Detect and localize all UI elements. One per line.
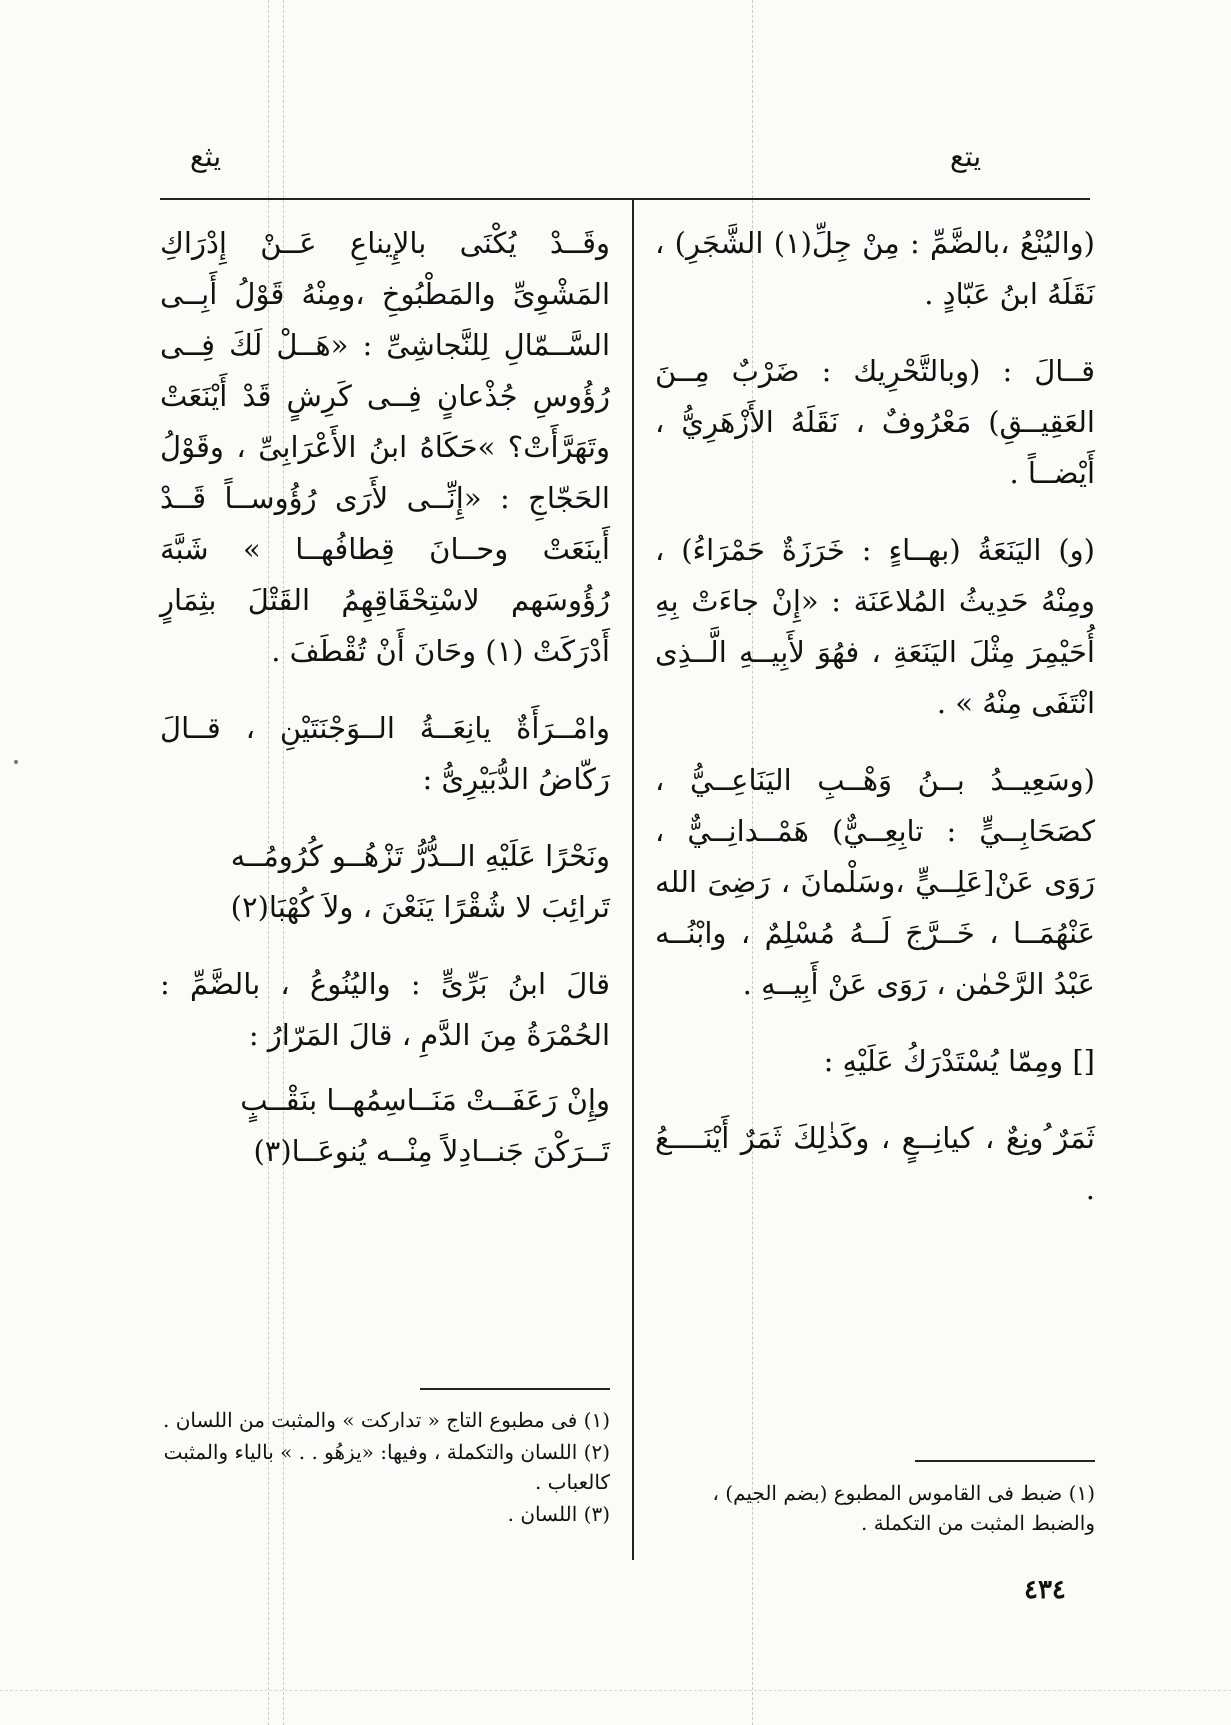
scan-guide-line [0, 1690, 1231, 1691]
running-head-left: يثع [190, 140, 222, 173]
running-head-right: يتع [950, 140, 982, 173]
right-column [655, 218, 1095, 1241]
left-footnotes [160, 1405, 610, 1531]
entry-paragraph: ثَمَرٌ ُونِعٌ ، كيانِــعٍ ، وكَذٰلِكَ ثَمَرٌ أَيْنَــــعُ . [655, 1121, 1095, 1206]
entry-paragraph: وقَــدْ يُكْنَى بالإِيناعِ عَــنْ إِدْرَاكِ المَشْوِىِّ والمَطْبُوخِ ،ومِنْهُ قَوْلُ أَبِــى السَّــمّالِ لِلنَّجاشِىِّ : «هَــلْ لَكَ فِــى رُؤُوسِ جُذْعانٍ فِــى كَرِشٍ قَدْ أَيْنَعَتْ وتَهَرَّأَتْ؟ »حَكَاهُ ابنُ الأَعْرَابِىِّ ، وقَوْلُ الحَجّاجِ : «إِنِّــى لأَرَى رُؤُوســاً قَــدْ أَينَعَتْ وحــانَ قِطافُهــا » شَبَّهَ رُؤُوسَهم لاسْتِحْقَاقِهِمُ القَتْلَ بثِمَارٍ أَدْرَكَتْ (١) وحَانَ أَنْ تُقْطَفَ . [160, 226, 610, 668]
entry-paragraph: قالَ ابنُ بَرِّىٍّ : واليُنُوعُ ، بالضَّمِّ : الحُمْرَةُ مِنَ الدَّمِ ، قالَ المَرّارُ : [160, 967, 610, 1052]
footnote: (٣) اللسان . [507, 1502, 610, 1526]
verse-line: تَرائِبَ لا شُقْرًا يَنَعْنَ ، ولاَ كُهْبَا(٢) [230, 890, 610, 924]
verse-line: تَــرَكْنَ جَنــادِلاً مِنْــه يُنوعَــا(٣) [253, 1134, 610, 1168]
right-footnotes [655, 1478, 1095, 1540]
footnote: (١) فى مطبوع التاج « تداركت » والمثبت من اللسان . [163, 1408, 610, 1432]
entry-paragraph: [] ومِمّا يُسْتَدْرَكُ عَلَيْهِ : [823, 1044, 1095, 1078]
page-number: ٤٣٤ [1024, 1575, 1066, 1605]
header-rule [160, 198, 1090, 200]
entry-paragraph: (واليُنْعُ ،بالضَّمِّ : مِنْ جِلِّ(١) الشَّجَرِ) ، نَقَلَهُ ابنُ عَبّادٍ . [655, 226, 1095, 311]
entry-paragraph: وامْــرَأَةٌ يانِعَــةُ الــوَجْنَتَيْنِ ، قــالَ رَكّاضُ الدُّبَيْرِىُّ : [160, 711, 610, 796]
column-separator [632, 200, 634, 1560]
footnote-rule [915, 1460, 1095, 1462]
verse-line: ونَحْرًا عَلَيْهِ الــدُّرُّ تَزْهُــو كُرُومُــه [230, 839, 610, 873]
left-column [160, 218, 610, 1177]
footnote: (٢) اللسان والتكملة ، وفيها: «يزهُو . . » بالياء والمثبت كالعباب . [163, 1440, 610, 1494]
verse-line: وإِنْ رَعَفَــتْ مَنَــاسِمُهــا بنَقْــبٍ [240, 1083, 610, 1117]
footnote: (١) ضبط فى القاموس المطبوع (بضم الجيم) ، والضبط المثبت من التكملة . [712, 1481, 1095, 1535]
scan-speck [14, 760, 18, 764]
footnote-rule [420, 1388, 610, 1390]
entry-paragraph: (وسَعِيــدُ بــنُ وَهْــبِ اليَنَاعِــيُّ ، كصَحَابِــيٍّ : تابِعِــيٌّ) هَمْــدانِــيٌّ ، رَوَى عَنْ[عَلِــيٍّ ،وسَلْمانَ ، رَضِىَ الله عَنْهُمَــا ، خَــرَّجَ لَــهُ مُسْلِمٌ ، وابْنُــه عَبْدُ الرَّحْمٰن ، رَوَى عَنْ أَبِيــهِ . [655, 763, 1095, 1001]
entry-paragraph: (و) اليَنَعَةُ (بهــاءٍ : خَرَزَةٌ حَمْرَاءُ) ، ومِنْهُ حَدِيثُ المُلاعَنَة : «إِنْ جاءَتْ بِهِ أُحَيْمِرَ مِثْلَ اليَنَعَةِ ، فهُوَ لأَبِيــهِ الَّــذِى انْتَفَى مِنْهُ » . [655, 533, 1095, 720]
entry-paragraph: قــالَ : (وبالتَّحْرِيك : ضَرْبٌ مِــنَ العَقِيــقِ) مَعْرُوفٌ ، نَقَلَهُ الأَزْهَرِيُّ ، أَيْضــاً . [655, 354, 1095, 490]
